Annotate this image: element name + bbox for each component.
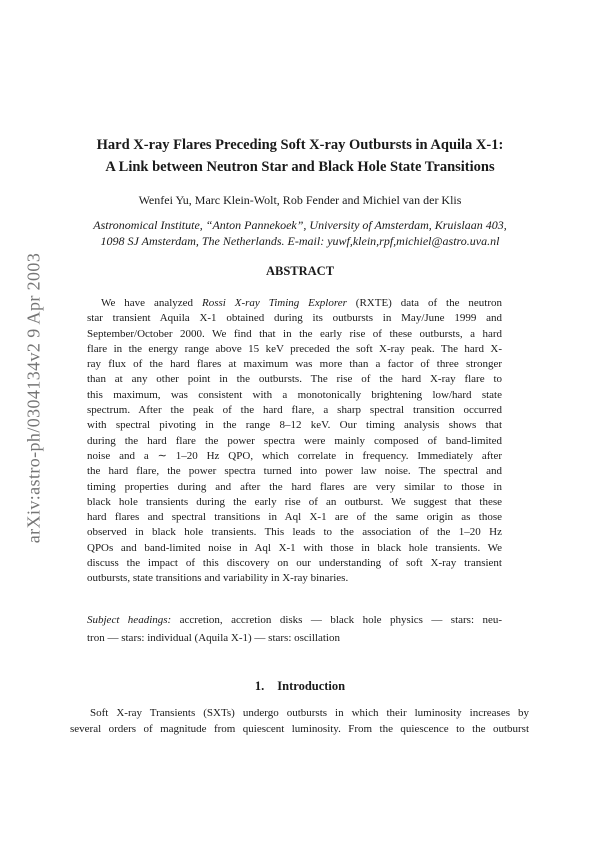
author-list: Wenfei Yu, Marc Klein-Wolt, Rob Fender and Michiel van der Klis <box>138 193 462 207</box>
text-line: with spectral pivoting in the range 8–12 keV. Our timing analysis shows that <box>87 419 502 432</box>
abstract-line1-journal-name: Rossi X-ray Timing Explorer <box>201 297 347 309</box>
section-heading-introduction <box>0 679 600 694</box>
text-line: observed in black hole transients. This leads to the association of the 1–20 Hz <box>87 526 502 539</box>
text-line: outbursts, state transitions and variability in X-ray binaries. <box>87 572 349 585</box>
abstract-line1-pre: We have analyzed <box>101 297 202 309</box>
subject-headings-line1 <box>87 611 502 629</box>
text-line: Soft X-ray Transients (SXTs) undergo outbursts in which their luminosity increases by <box>90 707 529 719</box>
text-line: star transient Aquila X-1 obtained during its outbursts in May/June 1999 and <box>87 312 502 325</box>
text-line: ray flux of the hard flares at maximum was more than a factor of three stronger <box>87 358 502 371</box>
text-line: flare in the energy range above 15 keV preceded the soft X-ray peak. The hard X- <box>87 342 502 355</box>
text-line: during the hard flare the power spectra were mainly composed of band-limited <box>87 434 502 447</box>
abstract-text <box>87 296 502 587</box>
paper-title-line1: Hard X-ray Flares Preceding Soft X-ray Outbursts in Aquila X-1: <box>96 137 504 153</box>
text-line: noise and a ∼ 1–20 Hz QPO, which correlate in frequency. Immediately after <box>87 449 502 462</box>
subject-headings-line2: tron — stars: individual (Aquila X-1) — stars: oscillation <box>87 632 340 644</box>
text-line: the hard flare, the power spectra turned into power law noise. The spectral and <box>87 465 502 478</box>
subject-headings-label: Subject headings: <box>87 614 172 626</box>
abstract-heading: ABSTRACT <box>265 264 335 278</box>
text-line: than at any other point in the outbursts. The rise of the hard X-ray flare to <box>87 373 502 386</box>
arxiv-stamp: arXiv:astro-ph/0304134v2 9 Apr 2003 <box>23 252 44 544</box>
abstract-line1 <box>87 296 502 311</box>
text-line: timing properties during and after the hard flares are very similar to those in <box>87 480 502 493</box>
text-line: this maximum, was consistent with a monotonically brightening low/hard state <box>87 388 502 401</box>
affiliation-line2: 1098 SJ Amsterdam, The Netherlands. E-mail: yuwf,klein,rpf,michiel@astro.uva.nl <box>100 234 500 248</box>
affiliation-line1: Astronomical Institute, “Anton Pannekoek”, University of Amsterdam, Kruislaan 403, <box>93 218 507 232</box>
abstract-line1-post: (RXTE) data of the neutron <box>346 297 503 309</box>
text-line: September/October 2000. We find that in the early rise of these outbursts, a hard <box>87 327 502 340</box>
text-line: black hole transients during the early rise of an outburst. We suggest that these <box>87 495 502 508</box>
introduction-text <box>70 706 529 737</box>
affiliation <box>55 217 545 249</box>
text-line: QPOs and band-limited noise in Aql X-1 with those in black hole transients. We <box>87 541 502 554</box>
text-line: spectrum. After the peak of the hard flare, a sharp spectral transition occurred <box>87 404 502 417</box>
text-line: discuss the impact of this discovery on our understanding of soft X-ray transient <box>87 557 502 570</box>
text-line: several orders of magnitude from quiescent luminosity. From the quiescence to the outburst <box>70 722 529 735</box>
subject-headings <box>87 611 502 647</box>
paper-title <box>30 134 570 178</box>
section-title: Introduction <box>277 679 346 693</box>
section-number: 1. <box>254 679 265 693</box>
text-line: hard flares and spectral transitions in Aql X-1 are of the same origin as those <box>87 511 502 524</box>
subject-headings-line1-rest: accretion, accretion disks — black hole physics — stars: neu- <box>171 614 502 626</box>
paper-title-line2: A Link between Neutron Star and Black Hole State Transitions <box>105 159 495 175</box>
